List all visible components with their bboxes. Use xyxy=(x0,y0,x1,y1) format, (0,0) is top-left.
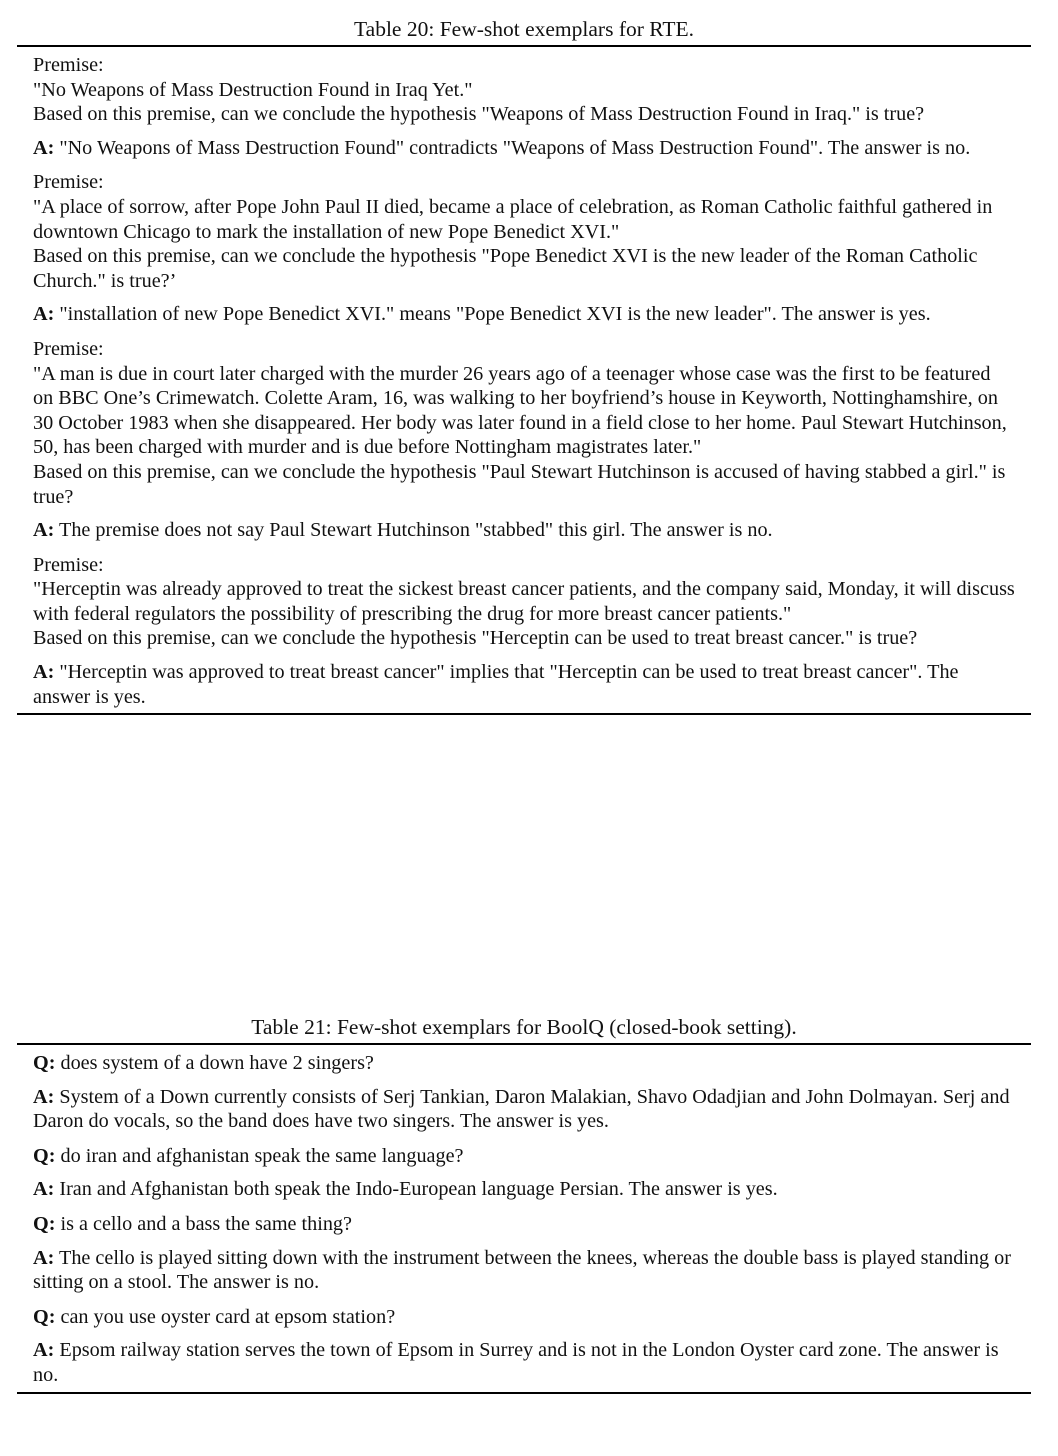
answer-text: "No Weapons of Mass Destruction Found" contradicts "Weapons of Mass Destruction Found". The answer is no. xyxy=(59,136,971,159)
hypothesis-question: Based on this premise, can we conclude the hypothesis "Weapons of Mass Destruction Found in Iraq." is true? xyxy=(33,103,925,126)
answer-text: "Herceptin was approved to treat breast cancer" implies that "Herceptin can be used to treat breast cancer". The answer is yes. xyxy=(33,661,959,708)
premise-text: "Herceptin was already approved to treat the sickest breast cancer patients, and the company said, Monday, it will discuss with federal regulators the possibility of prescribing the drug for more breast cancer patients." xyxy=(33,578,1015,625)
question xyxy=(33,1144,1015,1169)
answer xyxy=(33,1177,1015,1202)
exemplar xyxy=(33,337,1015,543)
premise-label: Premise: xyxy=(33,337,104,360)
bottom-rule xyxy=(17,1392,1031,1394)
hypothesis-question: Based on this premise, can we conclude the hypothesis "Herceptin can be used to treat breast cancer." is true? xyxy=(33,627,918,650)
question-label: Q: xyxy=(33,1305,56,1328)
answer-label: A: xyxy=(33,303,55,326)
answer-label: A: xyxy=(33,1246,55,1269)
answer-text: Epsom railway station serves the town of Epsom in Surrey and is not in the London Oyster card zone. The answer is no. xyxy=(33,1339,999,1386)
premise-text: "A man is due in court later charged with the murder 26 years ago of a teenager whose case was the first to be featured on BBC One’s Crimewatch. Colette Aram, 16, was walking to her boyfriend’s house in Keyworth, Nottinghamshire, on 30 October 1983 when she disappeared. Her body was later found in a field close to her home. Paul Stewart Hutchinson, 50, has been charged with murder and is due before Nottingham magistrates later." xyxy=(33,362,1007,459)
answer-label: A: xyxy=(33,136,55,159)
premise-label: Premise: xyxy=(33,54,104,76)
question-label: Q: xyxy=(33,1212,56,1235)
question xyxy=(33,1212,1015,1237)
answer xyxy=(33,1085,1015,1134)
answer-text: "installation of new Pope Benedict XVI." means "Pope Benedict XVI is the new leader". The answer is yes. xyxy=(59,303,931,326)
question-label: Q: xyxy=(33,1144,56,1167)
table-body xyxy=(17,1045,1031,1392)
premise-text: "A place of sorrow, after Pope John Paul II died, became a place of celebration, as Roman Catholic faithful gathered in downtown Chicago to mark the installation of new Pope Benedict XVI." xyxy=(33,195,993,243)
answer-label: A: xyxy=(33,1178,55,1201)
answer-label: A: xyxy=(33,1339,55,1362)
table-caption: Table 21: Few-shot exemplars for BoolQ (closed-book setting). xyxy=(251,1015,797,1039)
answer-label: A: xyxy=(33,519,55,542)
answer-text: System of a Down currently consists of Serj Tankian, Daron Malakian, Shavo Odadjian and John Dolmayan. Serj and Daron do vocals, so the band does have two singers. The answer is yes. xyxy=(33,1085,1010,1133)
question xyxy=(33,1051,1015,1076)
exemplar xyxy=(33,53,1015,160)
bottom-rule xyxy=(17,713,1031,715)
answer-text: The premise does not say Paul Stewart Hutchinson "stabbed" this girl. The answer is no. xyxy=(59,519,773,542)
question-text: is a cello and a bass the same thing? xyxy=(60,1212,352,1235)
exemplar xyxy=(33,1305,1015,1388)
answer xyxy=(33,302,1015,327)
question xyxy=(33,1305,1015,1330)
answer xyxy=(33,660,1015,709)
question-text: can you use oyster card at epsom station? xyxy=(60,1305,396,1328)
table-body xyxy=(17,47,1031,713)
question-text: do iran and afghanistan speak the same language? xyxy=(60,1144,464,1167)
answer xyxy=(33,518,1015,543)
exemplar xyxy=(33,1051,1015,1134)
answer xyxy=(33,1338,1015,1387)
table-caption: Table 20: Few-shot exemplars for RTE. xyxy=(354,17,694,41)
question-text: does system of a down have 2 singers? xyxy=(60,1052,374,1074)
hypothesis-question: Based on this premise, can we conclude the hypothesis "Paul Stewart Hutchinson is accused of having stabbed a girl." is true? xyxy=(33,460,1006,508)
premise-label: Premise: xyxy=(33,171,104,194)
answer xyxy=(33,1246,1015,1295)
answer-label: A: xyxy=(33,661,55,684)
premise-text: "No Weapons of Mass Destruction Found in Iraq Yet." xyxy=(33,78,473,101)
table-rte xyxy=(17,16,1031,715)
hypothesis-question: Based on this premise, can we conclude the hypothesis "Pope Benedict XVI is the new leader of the Roman Catholic Church." is true?’ xyxy=(33,245,978,292)
table-boolq xyxy=(17,1014,1031,1394)
exemplar xyxy=(33,553,1015,710)
premise-label: Premise: xyxy=(33,553,104,576)
exemplar xyxy=(33,1212,1015,1295)
answer-text: The cello is played sitting down with the instrument between the knees, whereas the double bass is played standing or sitting on a stool. The answer is no. xyxy=(33,1246,1011,1294)
answer xyxy=(33,136,1015,161)
exemplar xyxy=(33,1144,1015,1202)
exemplar xyxy=(33,170,1015,327)
answer-text: Iran and Afghanistan both speak the Indo-European language Persian. The answer is yes. xyxy=(59,1178,778,1201)
answer-label: A: xyxy=(33,1085,55,1108)
question-label: Q: xyxy=(33,1052,56,1074)
